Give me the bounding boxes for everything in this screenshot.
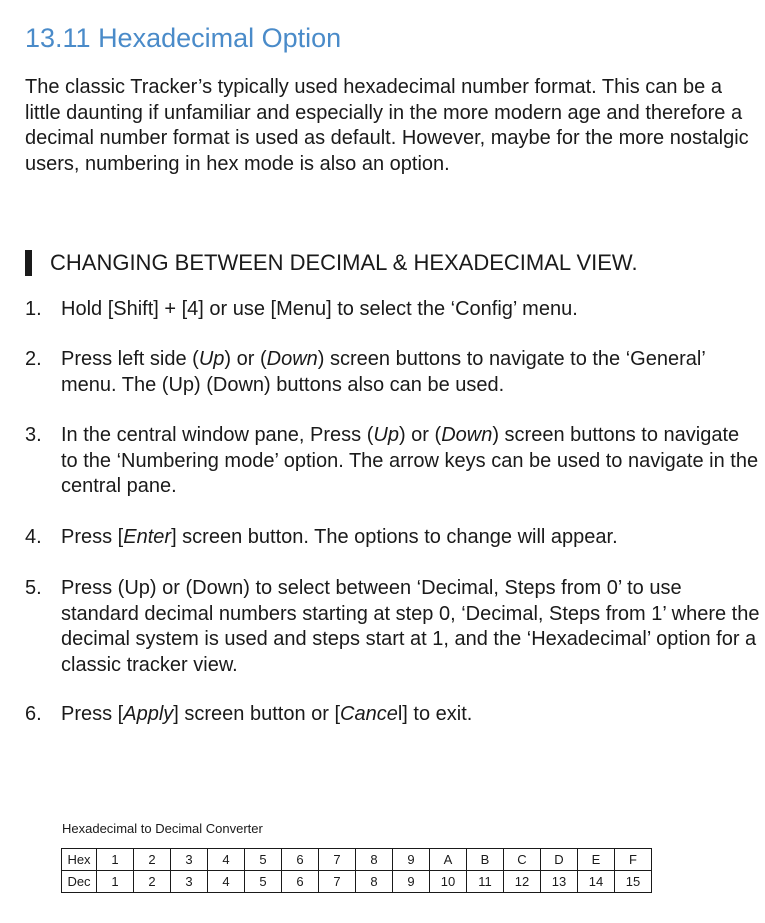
step-number: 5.	[25, 577, 42, 599]
dec-cell: 9	[393, 871, 430, 893]
step-text: Press [Apply] screen button or [Cancel] to exit.	[61, 703, 473, 725]
dec-cell: 5	[245, 871, 282, 893]
step-number: 1.	[25, 298, 42, 320]
hex-cell: 3	[171, 849, 208, 871]
hex-cell: E	[578, 849, 615, 871]
dec-cell: 6	[282, 871, 319, 893]
step-number: 3.	[25, 424, 42, 446]
dec-row-label: Dec	[62, 871, 97, 893]
step-number: 4.	[25, 526, 42, 548]
dec-cell: 11	[467, 871, 504, 893]
hex-cell: A	[430, 849, 467, 871]
hex-row-label: Hex	[62, 849, 97, 871]
hex-cell: C	[504, 849, 541, 871]
step-text: Press left side (Up) or (Down) screen buttons to navigate to the ‘General’ menu. The (Up) (Down) buttons also can be used.	[61, 348, 706, 396]
dec-cell: 13	[541, 871, 578, 893]
step-text: In the central window pane, Press (Up) or (Down) screen buttons to navigate to the ‘Numbering mode’ option. The arrow keys can be used to navigate in the central pane.	[61, 424, 759, 497]
hex-cell: B	[467, 849, 504, 871]
hex-cell: D	[541, 849, 578, 871]
dec-cell: 1	[97, 871, 134, 893]
hex-cell: F	[615, 849, 652, 871]
step-number: 6.	[25, 703, 42, 725]
subheading-text: CHANGING BETWEEN DECIMAL & HEXADECIMAL VIEW.	[50, 250, 638, 275]
dec-cell: 14	[578, 871, 615, 893]
step-number: 2.	[25, 348, 42, 370]
step-text: Press (Up) or (Down) to select between ‘Decimal, Steps from 0’ to use standard decimal numbers starting at step 0, ‘Decimal, Steps from 1’ where the decimal system is used and steps start at 1, and the ‘Hexadecimal’ option for a classic tracker view.	[61, 577, 760, 676]
dec-cell: 4	[208, 871, 245, 893]
hex-cell: 5	[245, 849, 282, 871]
dec-cell: 12	[504, 871, 541, 893]
hex-cell: 4	[208, 849, 245, 871]
dec-row	[62, 871, 652, 893]
dec-cell: 3	[171, 871, 208, 893]
section-title: 13.11 Hexadecimal Option	[25, 23, 342, 53]
intro-paragraph: The classic Tracker’s typically used hexadecimal number format. This can be a little daunting if unfamiliar and especially in the more modern age and therefore a decimal number format is used as default. However, maybe for the more nostalgic users, numbering in hex mode is also an option.	[25, 76, 749, 175]
hex-cell: 7	[319, 849, 356, 871]
subheading-bar-icon	[25, 250, 32, 276]
hex-cell: 8	[356, 849, 393, 871]
hex-cell: 1	[97, 849, 134, 871]
dec-cell: 7	[319, 871, 356, 893]
dec-cell: 2	[134, 871, 171, 893]
hex-row	[62, 849, 652, 871]
dec-cell: 10	[430, 871, 467, 893]
hex-decimal-converter-table	[61, 848, 652, 893]
hex-cell: 6	[282, 849, 319, 871]
step-text: Press [Enter] screen button. The options to change will appear.	[61, 526, 618, 548]
dec-cell: 8	[356, 871, 393, 893]
hex-cell: 2	[134, 849, 171, 871]
converter-caption: Hexadecimal to Decimal Converter	[62, 821, 263, 836]
step-text: Hold [Shift] + [4] or use [Menu] to select the ‘Config’ menu.	[61, 298, 578, 320]
subheading	[25, 248, 638, 278]
hex-cell: 9	[393, 849, 430, 871]
dec-cell: 15	[615, 871, 652, 893]
